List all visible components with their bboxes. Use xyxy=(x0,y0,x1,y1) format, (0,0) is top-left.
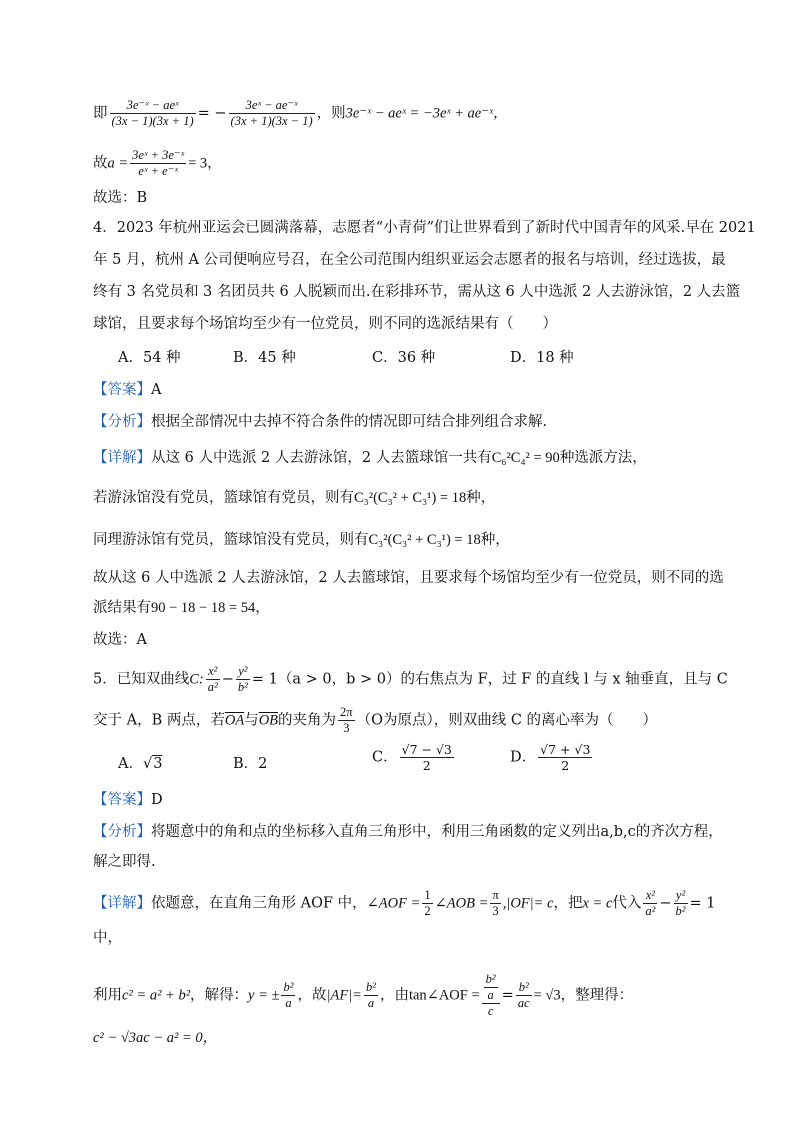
q5-answer xyxy=(93,790,163,810)
text: 从这 6 人中选派 2 人去游泳馆，2 人去篮球馆一共有 xyxy=(151,450,492,466)
fraction-1 xyxy=(110,98,196,129)
q5-option-b: B．2 xyxy=(233,756,268,772)
text: 5．已知双曲线 xyxy=(93,671,190,688)
fraction-numerator: y² xyxy=(675,888,686,902)
text: ，解得： xyxy=(190,987,249,1004)
fraction-numerator: π xyxy=(492,888,499,902)
text: 若游泳馆没有党员，篮球馆有党员，则有 xyxy=(93,490,354,506)
detail-tag: 【详解】 xyxy=(93,450,151,466)
fraction-denominator: 2 xyxy=(538,757,592,773)
vector-oa: $\overline{OA}$ xyxy=(224,712,245,729)
fraction-numerator: 2π xyxy=(340,705,353,719)
fraction-b2-a xyxy=(281,980,295,1011)
math-expression: c² − √3ac − a² = 0， xyxy=(93,1030,218,1046)
q4-answer xyxy=(93,380,161,400)
fraction-numerator: 3eˣ + 3e⁻ˣ xyxy=(132,148,185,162)
q5-analysis-2: 解之即得. xyxy=(93,854,156,870)
math-expression: 3e⁻ˣ − aeˣ = −3eˣ + ae⁻ˣ， xyxy=(345,105,508,122)
q4-detail-1 xyxy=(93,448,647,468)
fraction-numerator: b² xyxy=(485,972,496,986)
q4-option-b: B．45 种 xyxy=(233,350,296,366)
fraction-b2-a xyxy=(484,972,498,1003)
text: ，把 xyxy=(553,895,583,912)
text: 同理游泳馆有党员，篮球馆没有党员，则有 xyxy=(93,532,369,548)
fraction-numerator: 3e⁻ˣ − aeˣ xyxy=(126,98,179,112)
option-letter: A． xyxy=(118,756,143,772)
math-expression: ∠AOB = xyxy=(434,895,489,912)
option-letter: C． xyxy=(372,749,398,766)
fraction-denominator: a xyxy=(364,995,378,1011)
math-expression: tan∠AOF = xyxy=(408,987,480,1004)
text: 与 xyxy=(244,712,259,729)
analysis-tag: 【分析】 xyxy=(93,414,151,430)
fraction-2 xyxy=(229,98,315,129)
math-expression: x = c xyxy=(582,895,613,912)
fraction-y2-b2 xyxy=(674,888,688,919)
q4-option-c: C．36 种 xyxy=(372,350,436,366)
analysis-tag: 【分析】 xyxy=(93,824,151,840)
q5-stem-line-2 xyxy=(93,705,657,736)
math-expression: a = xyxy=(107,155,129,172)
fraction-compound xyxy=(482,972,500,1019)
q4-stem-line-1: 4．2023 年杭州亚运会已圆满落幕，志愿者“小青荷”们让世界看到了新时代中国青年的风采.早在 2021 xyxy=(93,220,756,236)
q5-detail-4 xyxy=(93,1028,217,1048)
text: 种选派方法， xyxy=(559,450,647,466)
fraction-3 xyxy=(130,148,186,179)
text: 代入 xyxy=(612,895,642,912)
text: ，则 xyxy=(316,105,346,122)
text: 交于 A，B 两点，若 xyxy=(93,712,225,729)
q4-option-d: D．18 种 xyxy=(510,350,574,366)
q5-detail-2: 中， xyxy=(93,930,122,946)
fraction-denominator: 2 xyxy=(424,904,431,918)
fraction-numerator: y² xyxy=(238,664,248,678)
option-fraction xyxy=(400,742,454,773)
fraction-b2-a xyxy=(364,980,378,1011)
option-fraction xyxy=(538,742,592,773)
math-expression: = 3， xyxy=(188,155,222,172)
q4-stem-line-2: 年 5 月，杭州 A 公司便响应号召，在全公司范围内组织亚运会志愿者的报名与培训，经过选拔，最 xyxy=(93,252,726,268)
fraction-y2-b2 xyxy=(236,664,250,695)
fraction-denominator: a xyxy=(484,987,498,1003)
detail-tag: 【详解】 xyxy=(93,895,151,912)
q4-detail-3 xyxy=(93,530,510,550)
fraction-x2-a2 xyxy=(206,664,220,695)
math-expression: C₃²(C₃² + C₃¹) = 18 xyxy=(368,532,481,548)
text: = 1（a > 0，b > 0）的右焦点为 F，过 F 的直线 l 与 x 轴垂直，且与 C xyxy=(251,671,728,688)
fraction-denominator: (3x − 1)(3x + 1) xyxy=(111,114,194,128)
fraction-denominator: a² xyxy=(207,680,218,694)
text: 种， xyxy=(480,532,510,548)
text: 故 xyxy=(93,155,108,172)
text: （O为原点），则双曲线 C 的离心率为（ ） xyxy=(356,712,658,729)
math-expression: y = ± xyxy=(248,987,280,1004)
fraction-pi-3 xyxy=(490,888,500,919)
q4-detail-5 xyxy=(93,598,270,618)
answer-value: A xyxy=(151,382,162,398)
math-expression: |AF|= xyxy=(326,987,362,1004)
fraction-numerator: b² xyxy=(365,980,376,994)
fraction-denominator: b² xyxy=(237,680,248,694)
fraction-numerator: b² xyxy=(283,980,294,994)
line-1 xyxy=(93,98,507,129)
q5-detail-3: 利用c² = a² + b²，解得：y = ± $\frac{\text{b²}}{a}$ ，故|AF|= $\frac{\text{b²}}{a}$ ，由tan∠AOF = $\frac{\frac{\text{b²}}{a}}{c}$ = $\frac{\text{b²}}{ac}$ = √3，整理得： xyxy=(93,972,634,1018)
math-expression: ∠AOF = xyxy=(366,895,421,912)
q5-detail-1: 【详解】依题意，在直角三角形 AOF 中，∠AOF = $\frac{1}{2}$ ∠AOB = $\frac{\pi}{3}$ ,|OF|= c，把x = c代入 $\frac{\text{x²}}{\text{a²}}$ − $\frac{\text{y²}}{\text{b²}}$ = 1 xyxy=(93,888,716,918)
q5-option-d xyxy=(510,742,594,773)
text: 种， xyxy=(466,490,496,506)
math-expression: = √3 xyxy=(533,987,561,1004)
fraction-denominator: 3 xyxy=(490,903,500,919)
q4-option-a: A．54 种 xyxy=(118,350,181,366)
math-expression: C₃²(C₃² + C₃¹) = 18 xyxy=(354,490,467,506)
fraction-numerator: √7 + √3 xyxy=(540,742,591,757)
fraction-angle xyxy=(338,705,355,736)
math-expression: 90 − 18 − 18 = 54 xyxy=(151,600,256,616)
text: 的夹角为 xyxy=(278,712,337,729)
option-value: 3 xyxy=(153,756,163,772)
answer-value: D xyxy=(151,792,163,808)
q4-stem-line-3: 终有 3 名党员和 3 名团员共 6 人脱颖而出.在彩排环节，需从这 6 人中选派 2 人去游泳馆，2 人去篮 xyxy=(93,284,741,300)
option-letter: D． xyxy=(510,749,537,766)
fraction-denominator: ac xyxy=(517,996,530,1010)
fraction-denominator: a² xyxy=(645,904,656,918)
fraction-numerator: x² xyxy=(208,664,218,678)
fraction-numerator: b² xyxy=(518,980,529,994)
text: ，整理得： xyxy=(560,987,634,1004)
fraction-numerator: √7 − √3 xyxy=(401,742,452,757)
text: ，故 xyxy=(297,987,327,1004)
math-expression: ,|OF|= c xyxy=(502,895,554,912)
fraction-denominator: c xyxy=(482,1003,500,1019)
text: ， xyxy=(255,600,270,616)
q4-detail-2 xyxy=(93,488,495,508)
fraction-denominator: 2 xyxy=(400,757,454,773)
text: 利用 xyxy=(93,987,122,1004)
q4-selection: 故选：A xyxy=(93,632,147,648)
fraction-x2-a2 xyxy=(643,888,657,919)
analysis-text: 将题意中的角和点的坐标移入直角三角形中，利用三角函数的定义列出a,b,c的齐次方程， xyxy=(151,824,723,840)
math-expression: C₆²C₄² = 90 xyxy=(491,450,560,466)
text: ，由 xyxy=(379,987,409,1004)
fraction-numerator xyxy=(482,972,500,1003)
answer-tag: 【答案】 xyxy=(93,382,151,398)
text: 即 xyxy=(93,105,108,122)
q4-detail-4: 故从这 6 人中选派 2 人去游泳馆，2 人去篮球馆，且要求每个场馆均至少有一位党员，则不同的选 xyxy=(93,570,724,586)
q5-option-c xyxy=(372,742,456,773)
math-expression: c² = a² + b² xyxy=(122,987,191,1004)
fraction-denominator: eˣ + e⁻ˣ xyxy=(130,163,186,179)
q4-stem-line-4: 球馆，且要求每个场馆均至少有一位党员，则不同的选派结果有（ ） xyxy=(93,316,557,332)
fraction-denominator: b² xyxy=(675,904,686,918)
vector-ob: $\overline{OB}$ xyxy=(258,712,279,729)
answer-tag: 【答案】 xyxy=(93,792,151,808)
fraction-half xyxy=(422,888,432,919)
q5-stem-line-1: 5．已知双曲线C: $\frac{\text{x²}}{\text{a²}}$ − $\frac{\text{y²}}{\text{b²}}$ = 1（a > 0，b > 0）的右焦点为 F，过 F 的直线 l 与 x 轴垂直，且与 C xyxy=(93,664,728,694)
q4-analysis xyxy=(93,412,547,432)
analysis-text: 根据全部情况中去掉不符合条件的情况即可结合排列组合求解. xyxy=(151,414,548,430)
selection-line: 故选：B xyxy=(93,190,148,206)
line-2 xyxy=(93,148,222,179)
fraction-denominator: a xyxy=(281,995,295,1011)
fraction-numerator: x² xyxy=(645,888,656,902)
text: = − xyxy=(197,105,227,122)
q5-option-a: A．√3 xyxy=(118,756,163,772)
fraction-denominator: 3 xyxy=(338,720,355,736)
text: 派结果有 xyxy=(93,600,151,616)
math-expression: C: xyxy=(189,671,204,688)
fraction-b2-ac xyxy=(516,980,532,1011)
fraction-numerator: 1 xyxy=(424,888,431,902)
fraction-denominator: (3x + 1)(3x − 1) xyxy=(230,114,313,128)
q5-analysis-1 xyxy=(93,822,723,842)
fraction-numerator: 3eˣ − ae⁻ˣ xyxy=(245,98,298,112)
text: 依题意，在直角三角形 AOF 中， xyxy=(151,895,367,912)
